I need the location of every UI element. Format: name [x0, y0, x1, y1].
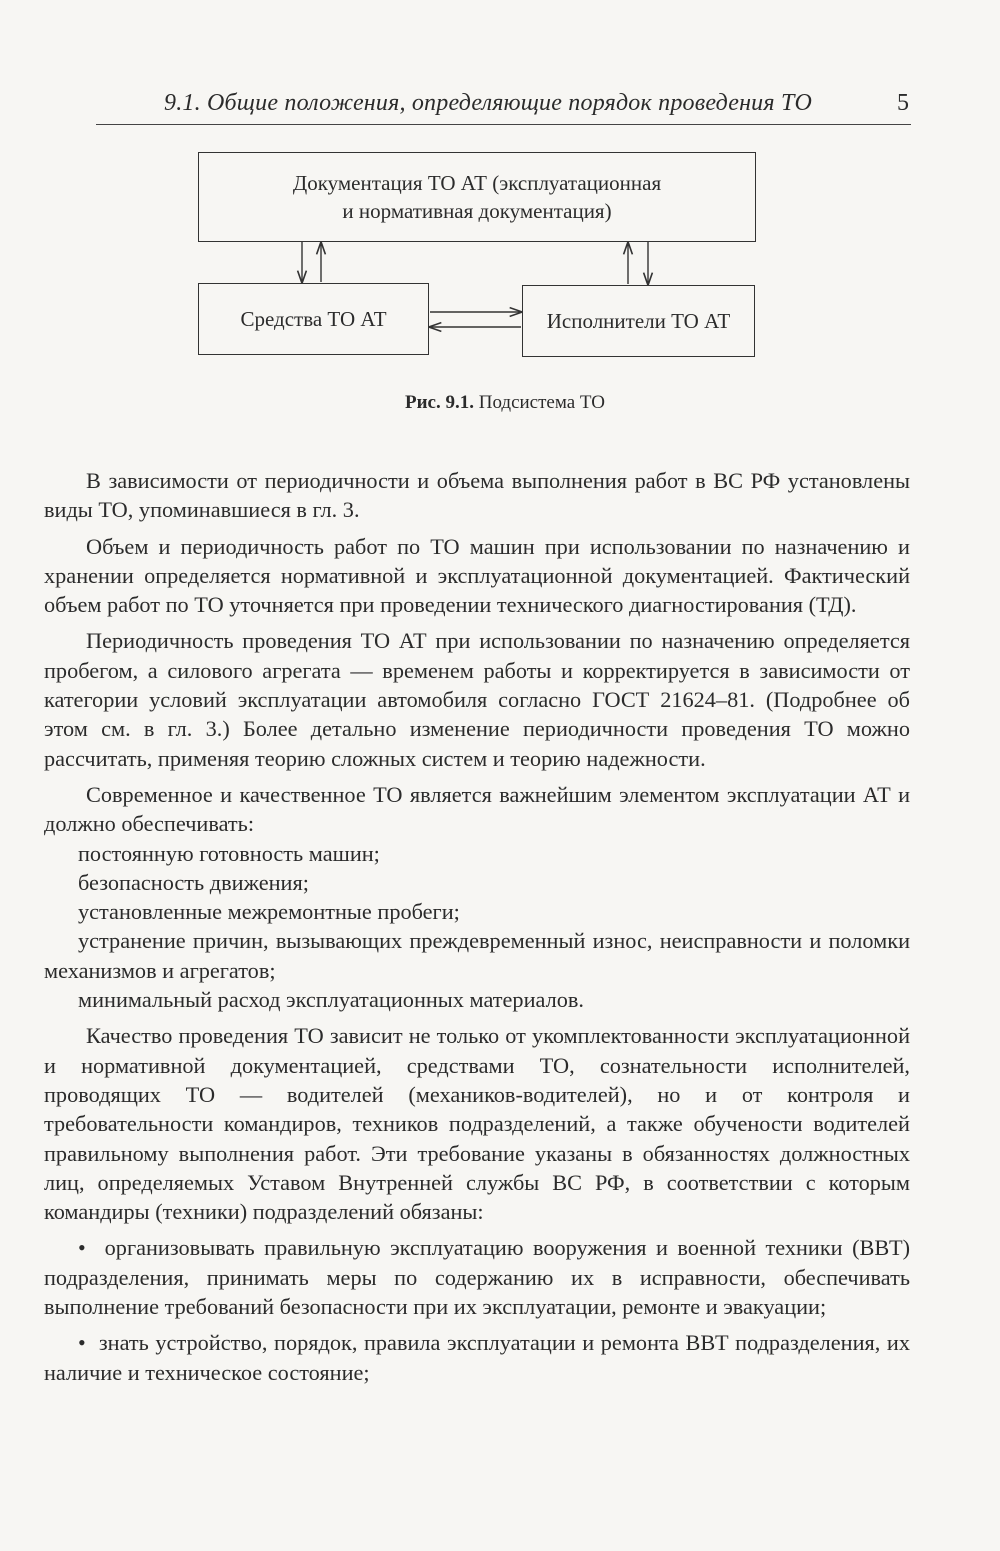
- means-box-label: Средства ТО АТ: [240, 307, 387, 331]
- bullet-text: организовывать правильную эксплуатацию вооружения и военной техники (ВВТ) подразделения, принимать меры по содержанию их в исправности, обеспечивать выполнение требований безопасности при их эксплуатации, ремонте и эвакуации;: [44, 1235, 910, 1320]
- bullet-item: [44, 1328, 910, 1387]
- body-text: [44, 466, 910, 1387]
- list-item: минимальный расход эксплуатационных материалов.: [78, 987, 584, 1013]
- figure-caption: [0, 392, 1000, 414]
- list-item: устранение причин, вызывающих преждевременный износ, неисправности и поломки механизмов и агрегатов;: [44, 928, 910, 983]
- section-title: 9.1. Общие положения, определяющие порядок проведения ТО: [164, 90, 813, 116]
- list-item: постоянную готовность машин;: [78, 840, 380, 866]
- running-header: [96, 88, 911, 125]
- documentation-box: [198, 152, 756, 242]
- caption-text: Подсистема ТО: [473, 392, 605, 413]
- documentation-box-label: Документация ТО АТ (эксплуатационная и нормативная документация): [292, 171, 662, 223]
- paragraph-3: Периодичность проведения ТО АТ при использовании по назначению определяется пробегом, а силового агрегата — временем работы и корректируется в зависимости от категории условий эксплуатации автомобиля согласно ГОСТ 21624–81. (Подробнее об этом см. в гл. 3.) Более детально изменение периодичности проведения ТО можно рассчитать, применяя теорию сложных систем и теорию надежности.: [44, 628, 910, 771]
- paragraph-4: Современное и качественное ТО является важнейшим элементом эксплуатации АТ и должно обеспечивать:: [44, 781, 910, 837]
- subsystem-diagram: [190, 145, 770, 370]
- caption-label: Рис. 9.1.: [404, 392, 474, 413]
- bullet-icon: •: [78, 1330, 86, 1356]
- paragraph-1: В зависимости от периодичности и объема выполнения работ в ВС РФ установлены виды ТО, упоминавшиеся в гл. 3.: [44, 468, 910, 523]
- paragraph-2: Объем и периодичность работ по ТО машин при использовании по назначению и хранении определяется нормативной и эксплуатационной документацией. Фактический объем работ по ТО уточняется при проведении технического диагностирования (ТД).: [44, 533, 910, 618]
- means-box: [198, 283, 429, 355]
- list-item: безопасность движения;: [78, 869, 309, 895]
- bullet-icon: •: [78, 1235, 86, 1261]
- list-item: установленные межремонтные пробеги;: [78, 899, 460, 925]
- executors-box: [522, 285, 755, 357]
- bullet-text: знать устройство, порядок, правила эксплуатации и ремонта ВВТ подразделения, их наличие и техническое состояние;: [44, 1330, 910, 1385]
- executors-box-label: Исполнители ТО АТ: [546, 309, 731, 333]
- bullet-item: [44, 1233, 910, 1321]
- page-number: 5: [897, 90, 909, 116]
- paragraph-5: Качество проведения ТО зависит не только от укомплектованности эксплуатационной и нормативной документацией, средствами ТО, сознательности исполнителей, проводящих ТО — водителей (механиков-водителей), но и от контроля и требовательности командиров, техников подразделений, а также обучености водителей правильному выполнения работ. Эти требование указаны в обязанностях должностных лиц, определяемых Уставом Внутренней службы ВС РФ, в соответствии с которым командиры (техники) подразделений обязаны:: [44, 1023, 910, 1225]
